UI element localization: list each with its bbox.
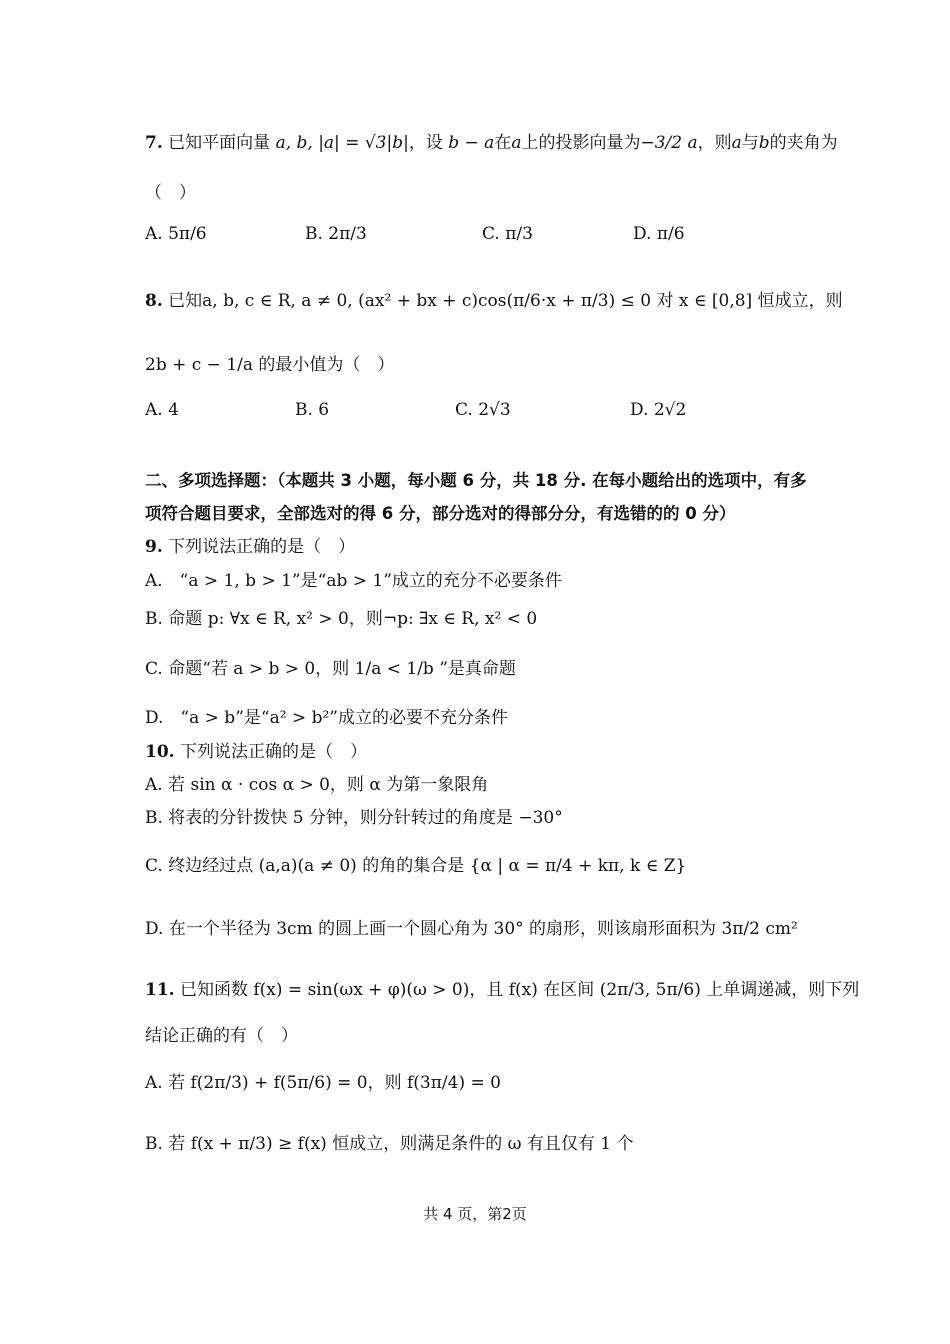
q7-option-b: B. 2π/3: [305, 224, 367, 244]
q10-option-b: B. 将表的分针拨快 5 分钟，则分针转过的角度是 −30°: [145, 808, 563, 828]
section-2-header-line1: 二、多项选择题：（本题共 3 小题，每小题 6 分，共 18 分. 在每小题给出的选项中，有多: [145, 471, 807, 490]
page-footer: 共 4 页，第2页: [423, 1205, 527, 1223]
question-11-stem: 11. 已知函数 f(x) = sin(ωx + φ)(ω > 0)，且 f(x) 在区间 (2π/3, 5π/6) 上单调递减，则下列: [145, 980, 860, 1000]
question-8-stem-cont: 2b + c − 1/a 的最小值为（ ）: [145, 355, 395, 375]
q8-option-d: D. 2√2: [630, 400, 687, 420]
question-8-stem: 8. 已知a, b, c ∈ R, a ≠ 0, (ax² + bx + c)cos(π/6·x + π/3) ≤ 0 对 x ∈ [0,8] 恒成立，则: [145, 291, 843, 311]
q9-option-b: B. 命题 p: ∀x ∈ R, x² > 0，则¬p: ∃x ∈ R, x² < 0: [145, 609, 538, 629]
question-9-stem: 9. 下列说法正确的是（ ）: [145, 537, 356, 557]
q9-option-a: A. “a > 1, b > 1”是“ab > 1”成立的充分不必要条件: [145, 571, 562, 591]
question-7-stem: 7. 已知平面向量 a, b, |a| = √3|b|，设 b − a在a上的投影向量为−3/2 a，则a与b的夹角为: [145, 133, 838, 153]
question-10-stem: 10. 下列说法正确的是（ ）: [145, 742, 367, 762]
q7-option-d: D. π/6: [633, 224, 685, 244]
q9-option-c: C. 命题“若 a > b > 0，则 1/a < 1/b ”是真命题: [145, 659, 516, 679]
q8-option-a: A. 4: [145, 400, 179, 420]
q9-option-d: D. “a > b”是“a² > b²”成立的必要不充分条件: [145, 708, 508, 728]
section-2-header-line2: 项符合题目要求，全部选对的得 6 分，部分选对的得部分分，有选错的的 0 分）: [145, 504, 736, 523]
q7-option-c: C. π/3: [482, 224, 533, 244]
q10-option-a: A. 若 sin α · cos α > 0，则 α 为第一象限角: [145, 775, 489, 795]
q8-option-b: B. 6: [295, 400, 330, 420]
question-11-stem-cont: 结论正确的有（ ）: [145, 1026, 298, 1046]
q10-option-d: D. 在一个半径为 3cm 的圆上画一个圆心角为 30° 的扇形，则该扇形面积为 3π/2 cm²: [145, 919, 798, 939]
q7-option-a: A. 5π/6: [145, 224, 207, 244]
question-7-paren: （ ）: [145, 183, 196, 203]
q11-option-b: B. 若 f(x + π/3) ≥ f(x) 恒成立，则满足条件的 ω 有且仅有 1 个: [145, 1134, 634, 1154]
q8-option-c: C. 2√3: [455, 400, 511, 420]
q11-option-a: A. 若 f(2π/3) + f(5π/6) = 0，则 f(3π/4) = 0: [145, 1073, 501, 1093]
q10-option-c: C. 终边经过点 (a,a)(a ≠ 0) 的角的集合是 {α | α = π/4 + kπ, k ∈ Z}: [145, 856, 687, 876]
